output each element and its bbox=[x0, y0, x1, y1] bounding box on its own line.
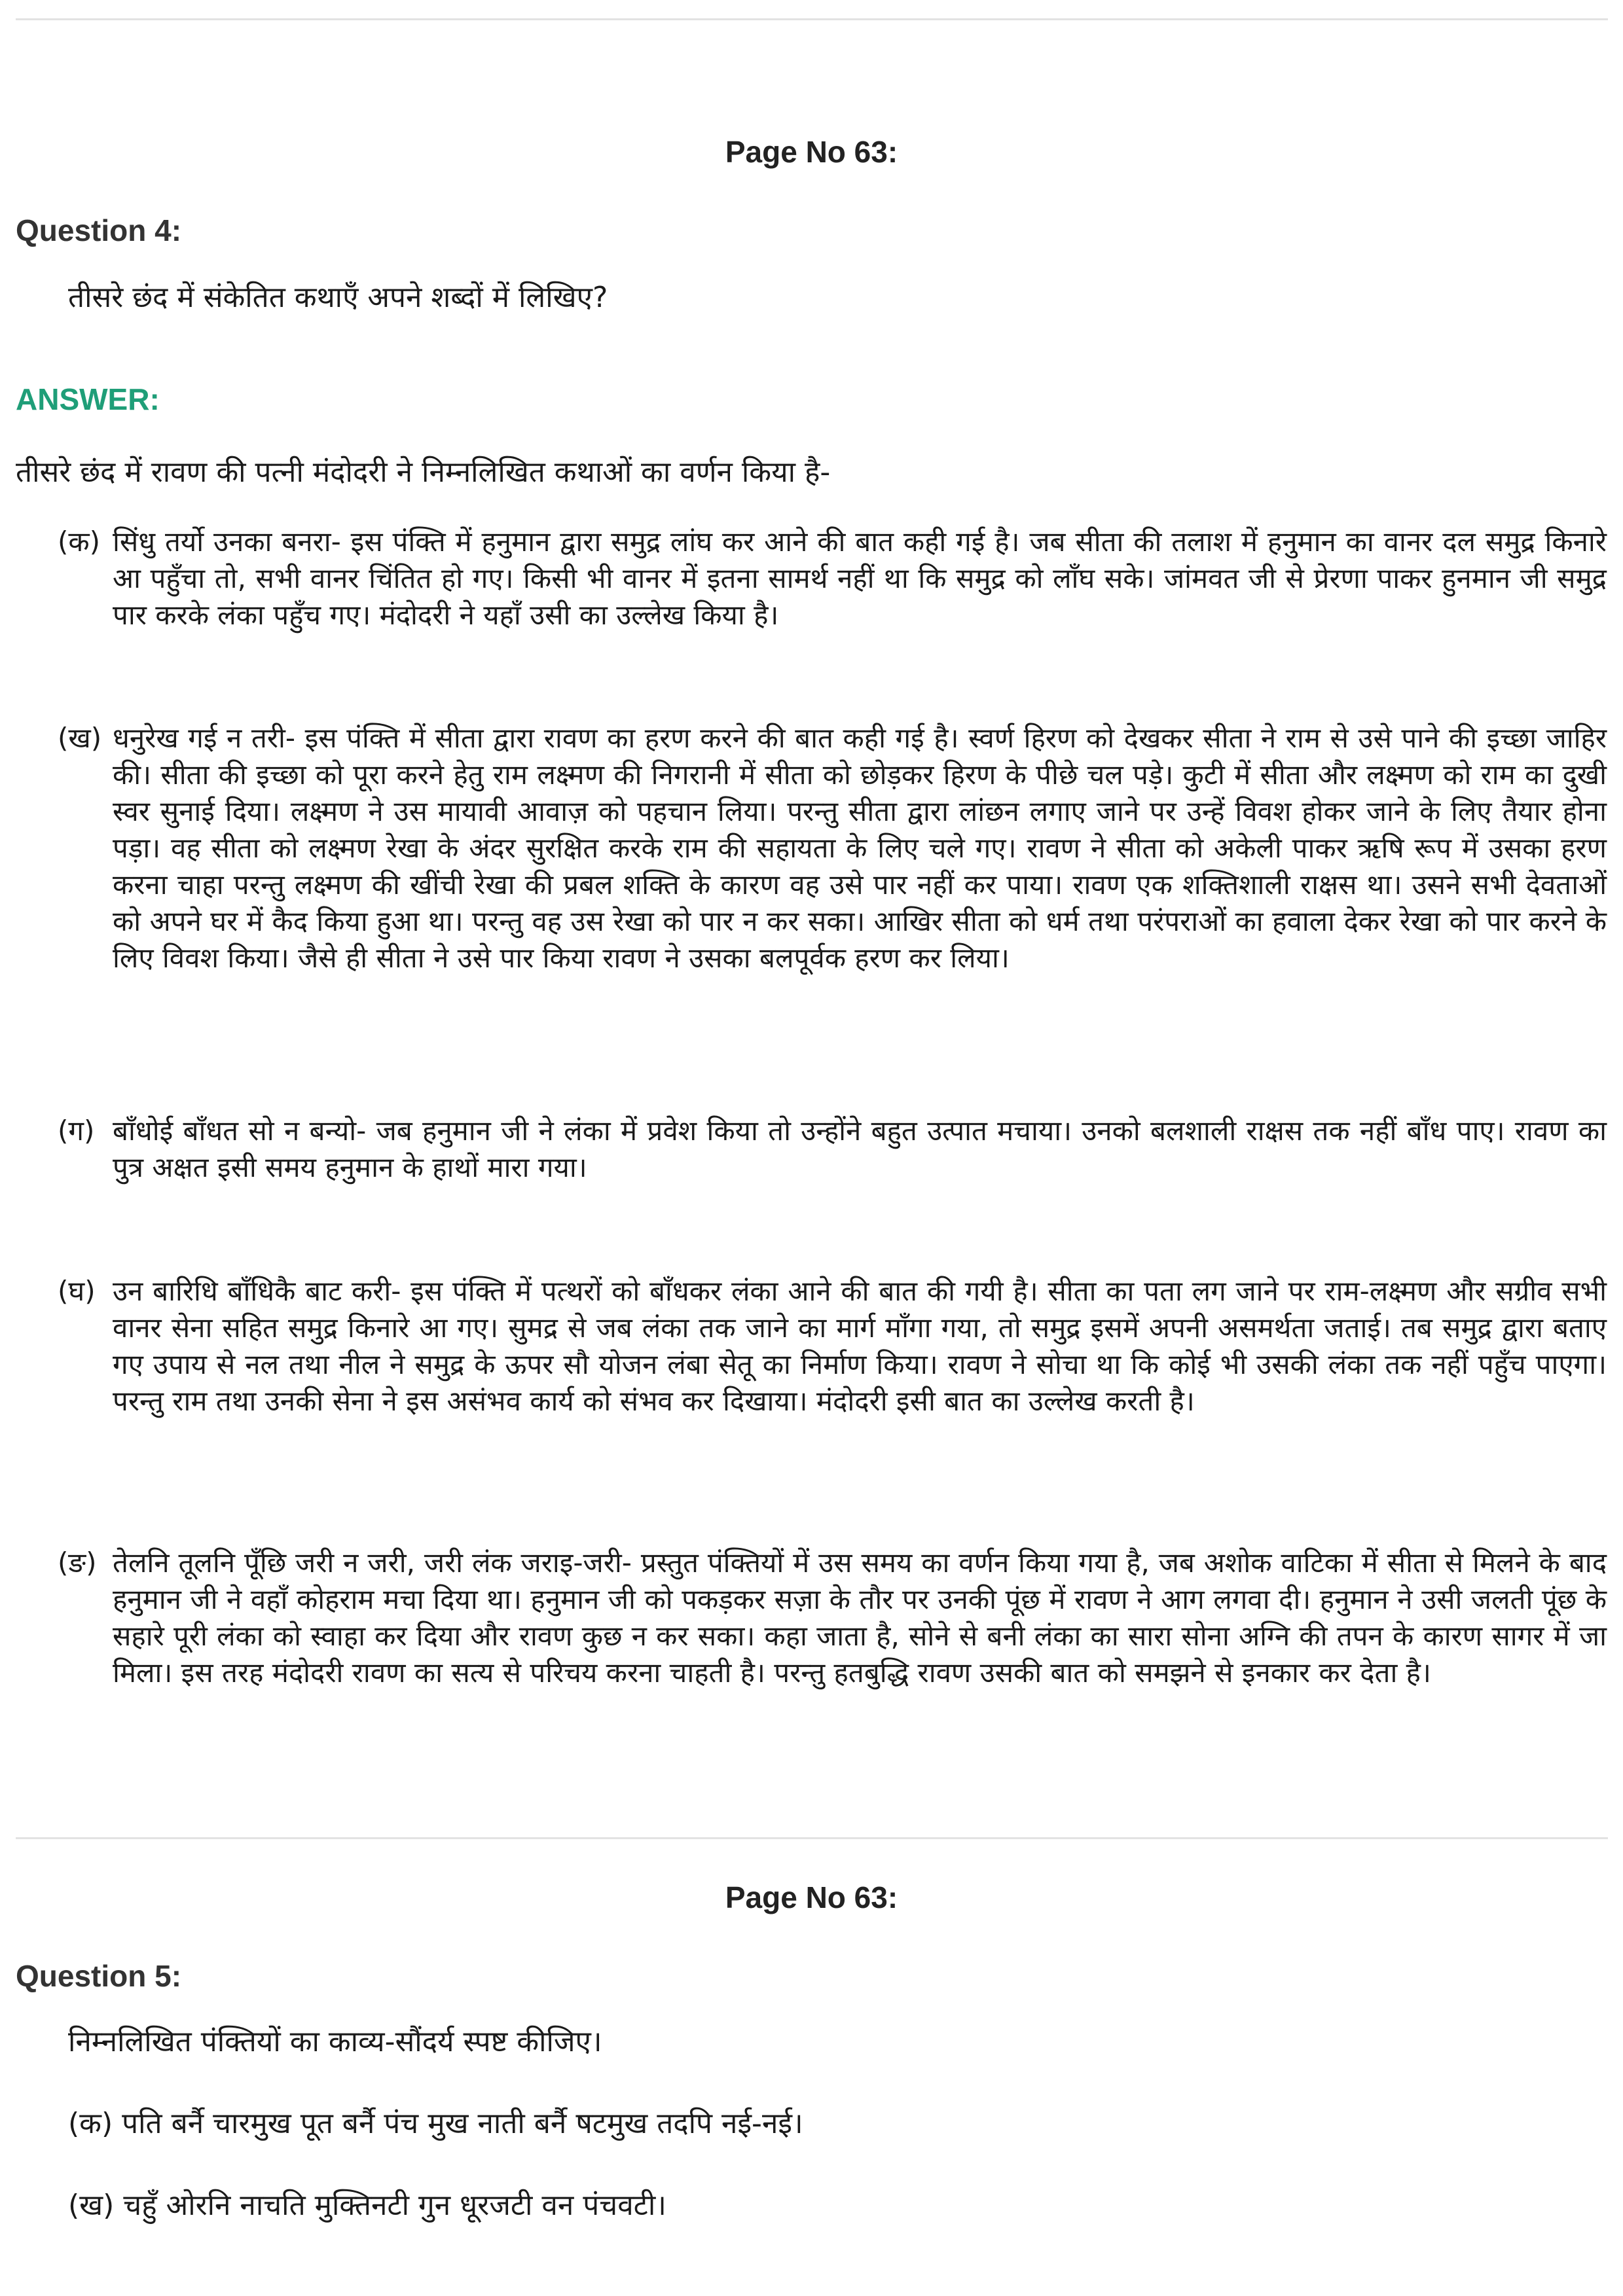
item-text: तेलनि तूलनि पूँछि जरी न जरी, जरी लंक जराइ-जरी- प्रस्तुत पंक्तियों में उस समय का वर्णन किया गया है, जब अशोक वाटिका में सीता से मिलने के बाद हनुमान जी ने वहाँ कोहराम मचा दिया था। हनुमान जी को पकड़कर सज़ा के तौर पर उनकी पूंछ में रावण ने आग लगवा दी। हनुमान ने उसी जलती पूंछ के सहारे पूरी लंका को स्वाहा कर दिया और रावण कुछ न कर सका। कहा जाता है, सोने से बनी लंका का सारा सोना अग्नि की तपन के कारण सागर में जा मिला। इस तरह मंदोदरी रावण का सत्य से परिचय करना चाहती है। परन्तु हतबुद्धि रावण उसकी बात को समझने से इनकार कर देता है। bbox=[113, 1547, 1607, 1689]
question-text: तीसरे छंद में संकेतित कथाएँ अपने शब्दों में लिखिए? bbox=[68, 281, 608, 314]
answer-item-gha bbox=[58, 1273, 1607, 1420]
answer-label: ANSWER: bbox=[16, 382, 160, 416]
answer-intro: तीसरे छंद में रावण की पत्नी मंदोदरी ने निम्नलिखित कथाओं का वर्णन किया है- bbox=[16, 456, 831, 489]
item-marker: (ङ) bbox=[58, 1547, 97, 1579]
top-divider bbox=[16, 18, 1608, 20]
item-marker: (ख) bbox=[58, 722, 102, 754]
answer-item-nga bbox=[58, 1545, 1607, 1691]
answer-item-kha bbox=[58, 720, 1607, 977]
sub-question-ka: (क) पति बर्नै चारमुख पूत बर्नै पंच मुख नाती बर्नै षटमुख तदपि नई-नई। bbox=[68, 2107, 803, 2140]
question-text: निम्नलिखित पंक्तियों का काव्य-सौंदर्य स्पष्ट कीजिए। bbox=[68, 2025, 602, 2058]
question-label: Question 5: bbox=[16, 1959, 182, 1993]
item-text: उन बारिधि बाँधिकै बाट करी- इस पंक्ति में पत्थरों को बाँधकर लंका आने की बात की गयी है। सीता का पता लग जाने पर राम-लक्ष्मण और सग्रीव सभी वानर सेना सहित समुद्र किनारे आ गए। सुमद्र से जब लंका तक जाने का मार्ग माँगा गया, तो समुद्र इसमें अपनी असमर्थता जताई। तब समुद्र द्वारा बताए गए उपाय से नल तथा नील ने समुद्र के ऊपर सौ योजन लंबा सेतू का निर्माण किया। रावण ने सोचा था कि कोई भी उसकी लंका तक नहीं पहुँच पाएगा। परन्तु राम तथा उनकी सेना ने इस असंभव कार्य को संभव कर दिखाया। मंदोदरी इसी बात का उल्लेख करती है। bbox=[113, 1275, 1607, 1417]
page-number-heading: Page No 63: bbox=[725, 135, 898, 169]
answer-item-ga bbox=[58, 1113, 1607, 1186]
item-text: धनुरेख गई न तरी- इस पंक्ति में सीता द्वारा रावण का हरण करने की बात कही गई है। स्वर्ण हिरण को देखकर सीता ने राम से उसे पाने की इच्छा जाहिर की। सीता की इच्छा को पूरा करने हेतु राम लक्ष्मण की निगरानी में सीता को छोड़कर हिरण के पीछे चल पड़े। कुटी में सीता और लक्ष्मण को राम का दुखी स्वर सुनाई दिया। लक्ष्मण ने उस मायावी आवाज़ को पहचान लिया। परन्तु सीता द्वारा लांछन लगाए जाने पर उन्हें विवश होकर जाने के लिए तैयार होना पड़ा। वह सीता को लक्ष्मण रेखा के अंदर सुरक्षित करके राम की सहायता के लिए चले गए। रावण ने सीता को अकेली पाकर ऋषि रूप में उसका हरण करना चाहा परन्तु लक्ष्मण की खींची रेखा की प्रबल शक्ति के कारण वह उसे पार नहीं कर पाया। रावण एक शक्तिशाली राक्षस था। उसने सभी देवताओं को अपने घर में कैद किया हुआ था। परन्तु वह उस रेखा को पार न कर सका। आखिर सीता को धर्म तथा परंपराओं का हवाला देकर रेखा को पार करने के लिए विवश किया। जैसे ही सीता ने उसे पार किया रावण ने उसका बलपूर्वक हरण कर लिया। bbox=[113, 722, 1607, 974]
item-text: सिंधु तर्यो उनका बनरा- इस पंक्ति में हनुमान द्वारा समुद्र लांघ कर आने की बात कही गई है। जब सीता की तलाश में हनुमान का वानर दल समुद्र किनारे आ पहुँचा तो, सभी वानर चिंतित हो गए। किसी भी वानर में इतना सामर्थ नहीं था कि समुद्र को लाँघ सके। जांमवत जी से प्रेरणा पाकर हुनमान जी समुद्र पार करके लंका पहुँच गए। मंदोदरी ने यहाँ उसी का उल्लेख किया है। bbox=[113, 526, 1607, 631]
section-divider bbox=[16, 1837, 1608, 1839]
item-marker: (क) bbox=[58, 526, 101, 558]
item-marker: (घ) bbox=[58, 1275, 96, 1307]
item-marker: (ग) bbox=[58, 1115, 95, 1147]
question-label: Question 4: bbox=[16, 213, 182, 247]
item-text: बाँधोई बाँधत सो न बन्यो- जब हनुमान जी ने लंका में प्रवेश किया तो उन्होंने बहुत उत्पात मचाया। उनको बलशाली राक्षस तक नहीं बाँध पाए। रावण का पुत्र अक्षत इसी समय हनुमान के हाथों मारा गया। bbox=[113, 1115, 1607, 1183]
sub-question-kha: (ख) चहुँ ओरनि नाचति मुक्तिनटी गुन धूरजटी वन पंचवटी। bbox=[68, 2189, 666, 2222]
answer-item-ka bbox=[58, 524, 1607, 634]
page-number-heading: Page No 63: bbox=[725, 1880, 898, 1914]
